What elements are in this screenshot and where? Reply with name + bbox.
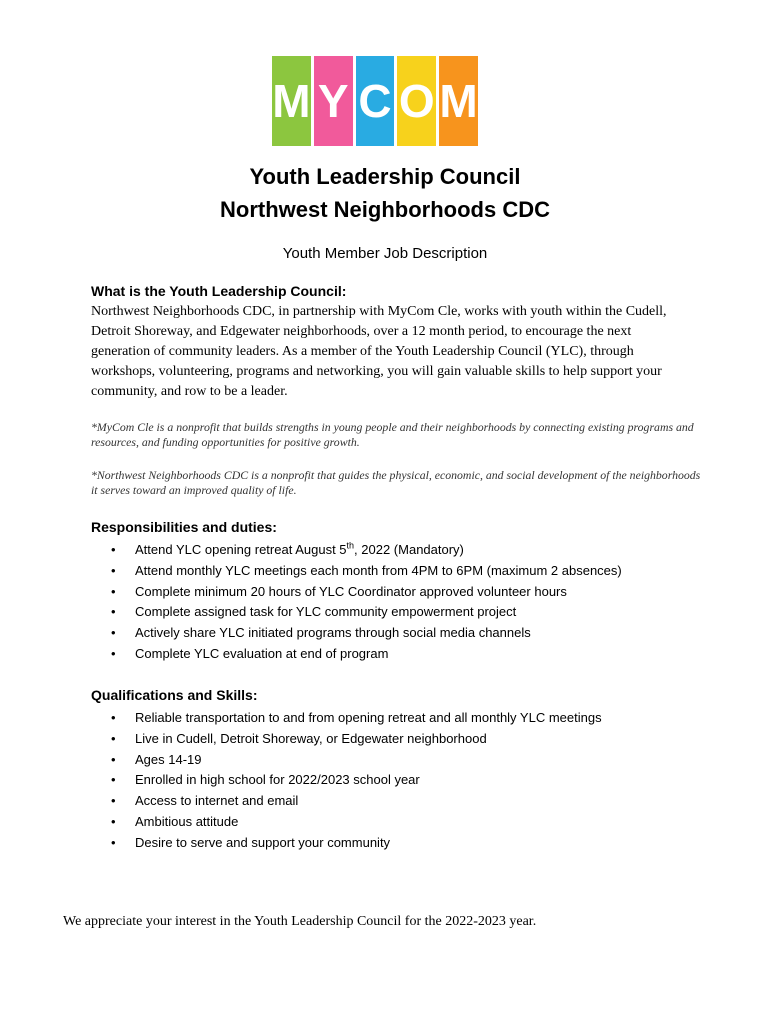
bullet: • — [111, 710, 116, 725]
list-item-text: Ambitious attitude — [135, 813, 239, 829]
list-item — [91, 602, 622, 623]
intro-paragraph: Northwest Neighborhoods CDC, in partnership with MyCom Cle, works with youth within the Cudell, Detroit Shoreway, and Edgewater neighborhoods, over a 12 month period, to encourage the next generation of community leaders. As a member of the Youth Leadership Council (YLC), through workshops, volunteering, programs and networking, you will gain valuable skills to help support your community, and row to be a leader. — [91, 304, 667, 399]
bullet: • — [111, 813, 116, 829]
intro-heading: What is the Youth Leadership Council: — [91, 283, 347, 299]
list-item-text: Access to internet and email — [135, 793, 299, 809]
mycom-logo — [272, 56, 478, 146]
list-item-text: Complete assigned task for YLC community empowerment project — [135, 604, 517, 620]
list-item — [91, 623, 622, 644]
closing-line: We appreciate your interest in the Youth Leadership Council for the 2022-2023 year. — [63, 914, 537, 929]
bullet: • — [111, 562, 116, 578]
page-subtitle: Youth Member Job Description — [282, 245, 488, 262]
list-item — [91, 582, 622, 603]
logo-tile-o: O — [397, 56, 436, 146]
list-item — [91, 644, 622, 665]
bullet: • — [111, 793, 116, 809]
superscript: th — [346, 540, 355, 551]
responsibilities-heading: Responsibilities and duties: — [91, 519, 277, 535]
bullet: • — [111, 730, 116, 746]
bullet: • — [111, 772, 116, 788]
responsibilities-list — [91, 540, 622, 665]
list-item-text: , 2022 (Mandatory) — [354, 542, 464, 557]
list-item-text: Attend YLC opening retreat August 5 — [135, 542, 347, 557]
list-item — [91, 561, 622, 582]
bullet: • — [111, 542, 116, 557]
mycom-note: *MyCom Cle is a nonprofit that builds strengths in young people and their neighborhoods by connecting existing programs and resources, and funding opportunities for positive growth. — [91, 420, 694, 449]
list-item-text: Ages 14-19 — [135, 751, 202, 767]
list-item-text: Complete minimum 20 hours of YLC Coordinator approved volunteer hours — [135, 583, 567, 599]
logo-tile-m: M — [272, 56, 311, 146]
bullet: • — [111, 583, 116, 599]
list-item-text: Desire to serve and support your community — [135, 834, 391, 850]
list-item-text: Attend monthly YLC meetings each month from 4PM to 6PM (maximum 2 absences) — [135, 562, 622, 578]
bullet: • — [111, 834, 116, 850]
logo-tile-y: Y — [314, 56, 353, 146]
qualifications-list — [91, 708, 602, 854]
bullet: • — [111, 604, 116, 620]
nncdc-note: *Northwest Neighborhoods CDC is a nonprofit that guides the physical, economic, and social development of the neighborhoods it serves toward an improved quality of life. — [91, 468, 701, 497]
qualifications-heading: Qualifications and Skills: — [91, 687, 258, 703]
list-item-text: Enrolled in high school for 2022/2023 school year — [135, 772, 420, 788]
list-item — [91, 540, 622, 561]
list-item-text: Actively share YLC initiated programs through social media channels — [135, 625, 531, 641]
bullet: • — [111, 625, 116, 641]
page-title: Youth Leadership Council — [249, 164, 521, 189]
list-item — [91, 791, 602, 812]
list-item — [91, 833, 602, 854]
list-item — [91, 750, 602, 771]
list-item-text: Complete YLC evaluation at end of program — [135, 645, 389, 661]
list-item — [91, 812, 602, 833]
list-item-text: Reliable transportation to and from opening retreat and all monthly YLC meetings — [135, 710, 602, 725]
logo-tile-c: C — [356, 56, 395, 146]
page-title-org: Northwest Neighborhoods CDC — [220, 197, 550, 222]
list-item — [91, 770, 602, 791]
logo-tile-m2: M — [439, 56, 478, 146]
list-item — [91, 729, 602, 750]
list-item-text: Live in Cudell, Detroit Shoreway, or Edgewater neighborhood — [135, 730, 487, 746]
bullet: • — [111, 751, 116, 767]
list-item — [91, 708, 602, 729]
bullet: • — [111, 645, 116, 661]
